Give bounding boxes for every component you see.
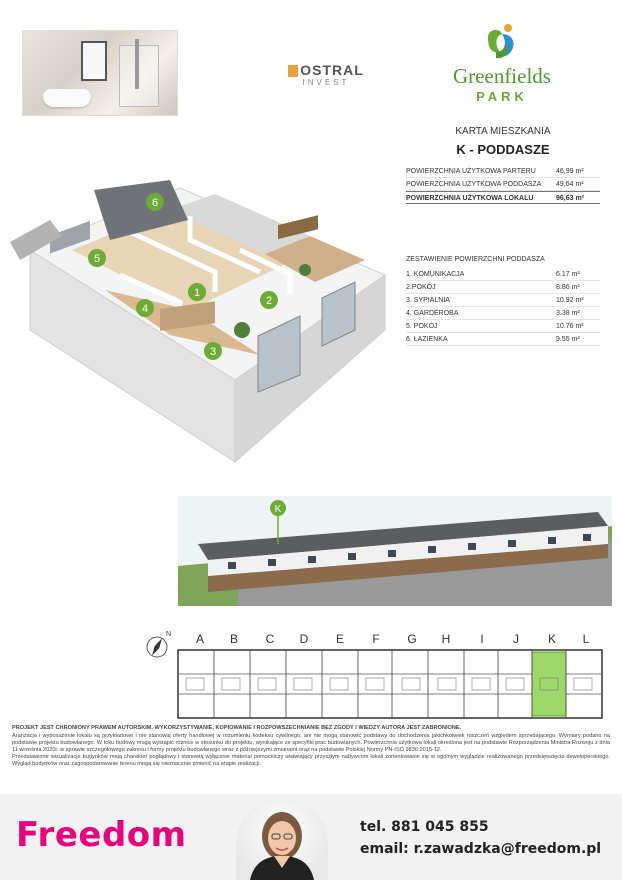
bathtub (43, 89, 91, 107)
plan-marker-2 (260, 291, 278, 309)
room-row: 2.POKÓJ 8.86 m² (406, 281, 600, 294)
compass-icon (140, 628, 174, 662)
unit-name: K - PODDASZE (456, 142, 550, 157)
greenfields-logo: Greenfields PARK (440, 22, 564, 104)
segment-letter: E (335, 632, 344, 646)
window (81, 41, 107, 81)
room-row: 1. KOMUNIKACJA 6.17 m² (406, 268, 600, 281)
segment-letter: J (513, 632, 519, 646)
svg-text:2: 2 (265, 295, 273, 307)
area-row-total: POWIERZCHNIA UŻYTKOWA LOKALU 96,63 m² (406, 191, 600, 204)
area-row: POWIERZCHNIA UŻYTKOWA PARTERU 46,99 m² (406, 165, 600, 178)
svg-text:5: 5 (93, 253, 101, 265)
investor-logo: OSTRAL INVEST (280, 62, 372, 98)
rooms-list (406, 268, 600, 346)
room-row: 3. SYPIALNIA 10.92 m² (406, 294, 600, 307)
investor-logo-icon (288, 65, 298, 77)
building-visualization (178, 496, 612, 606)
segment-letter: A (195, 632, 204, 646)
bathroom-photo (22, 30, 178, 116)
area-summary (406, 165, 600, 204)
plan-marker-4 (136, 299, 154, 317)
svg-text:1: 1 (193, 287, 201, 299)
plan-marker-5 (88, 249, 106, 267)
agent-avatar (236, 798, 328, 880)
building-marker-k (270, 500, 286, 516)
plan-marker-6 (146, 193, 164, 211)
segment-letter: H (441, 632, 451, 646)
card-title: KARTA MIESZKANIA (455, 126, 551, 137)
segment-k-highlight (532, 652, 566, 716)
shower-glass (119, 45, 159, 107)
segment-letter: B (229, 632, 238, 646)
floor-plan-3d (10, 180, 400, 470)
segment-letter: C (265, 632, 275, 646)
svg-text:N: N (166, 631, 172, 638)
agent-email[interactable]: email: r.zawadzka@freedom.pl (360, 841, 602, 857)
room-row: 6. ŁAZIENKA 9.55 m² (406, 333, 600, 346)
svg-text:6: 6 (151, 197, 159, 209)
segment-letter: K (547, 632, 556, 646)
svg-text:4: 4 (141, 303, 149, 315)
agent-portrait-icon (236, 798, 328, 880)
area-row: POWIERZCHNIA UŻYTKOWA PODDASZA 49,64 m² (406, 178, 600, 191)
freedom-logo: Freedom (16, 815, 187, 855)
plan-marker-1 (188, 283, 206, 301)
segment-letter: F (372, 632, 380, 646)
svg-text:K: K (274, 504, 282, 515)
segment-letter: D (299, 632, 309, 646)
agent-phone[interactable]: tel. 881 045 855 (360, 819, 489, 835)
room-row: 5. POKÓJ 10.76 m² (406, 320, 600, 333)
agent-footer (0, 794, 622, 880)
rooms-title: ZESTAWIENIE POWIERZCHNI PODDASZA (406, 256, 545, 263)
segment-letter: G (407, 632, 417, 646)
agent-contact (360, 816, 601, 860)
site-plan (176, 648, 604, 720)
segment-letter: I (480, 632, 484, 646)
segment-letter: L (582, 632, 590, 646)
shower-pole (135, 39, 139, 89)
room-row: 4. GARDEROBA 3.38 m² (406, 307, 600, 320)
legal-notice: PROJEKT JEST CHRONIONY PRAWEM AUTORSKIM. WYKORZYSTYWANIE, KOPIOWANIE I ROZPOWSZECHNIANIE BEZ ZGODY I WIEDZY AUTORA JEST ZABRONIONE. Aranżacja i wyposażenie lokalu są przykładowe i nie stanowią oferty handlowej w rozumieniu kodeksu cywilnego, ani nie mogą stanowić podstawy do dochodzenia jakichkolwiek roszczeń względem sprzedającego. Wymiary podano na podstawie projektu budowlanego. W toku budowy mogą wystąpić różnice w stosunku do projektu, wynikające ze specyfiki prac budowlanych. Powierzchnia użytkowa lokali określona jest na podstawie Rozporządzenia Ministra Rozwoju z dnia 11 września 2020r. w sprawie szczegółowego zakresu i formy projektu budowlanego wraz z późniejszymi zmianami oraz na podstawie Polskiej Normy PN-ISO 9836:2015-12. Przedstawione wizualizacje budynków mają charakter poglądowy i stanowią wyłącznie materiał pomocniczy ułatwiający przyszłym nabywcom lokali zorientowanie się w ogólnym wyglądzie realizowanego przedsięwzięcia deweloperskiego. Wygląd budynków oraz zagospodarowanie terenu mogą się nieznacznie zmienić na etapie realizacji. (12, 725, 610, 767)
svg-text:3: 3 (209, 346, 217, 358)
plan-marker-3 (204, 342, 222, 360)
leaf-logo-icon (482, 22, 522, 64)
segment-letters (180, 632, 596, 646)
